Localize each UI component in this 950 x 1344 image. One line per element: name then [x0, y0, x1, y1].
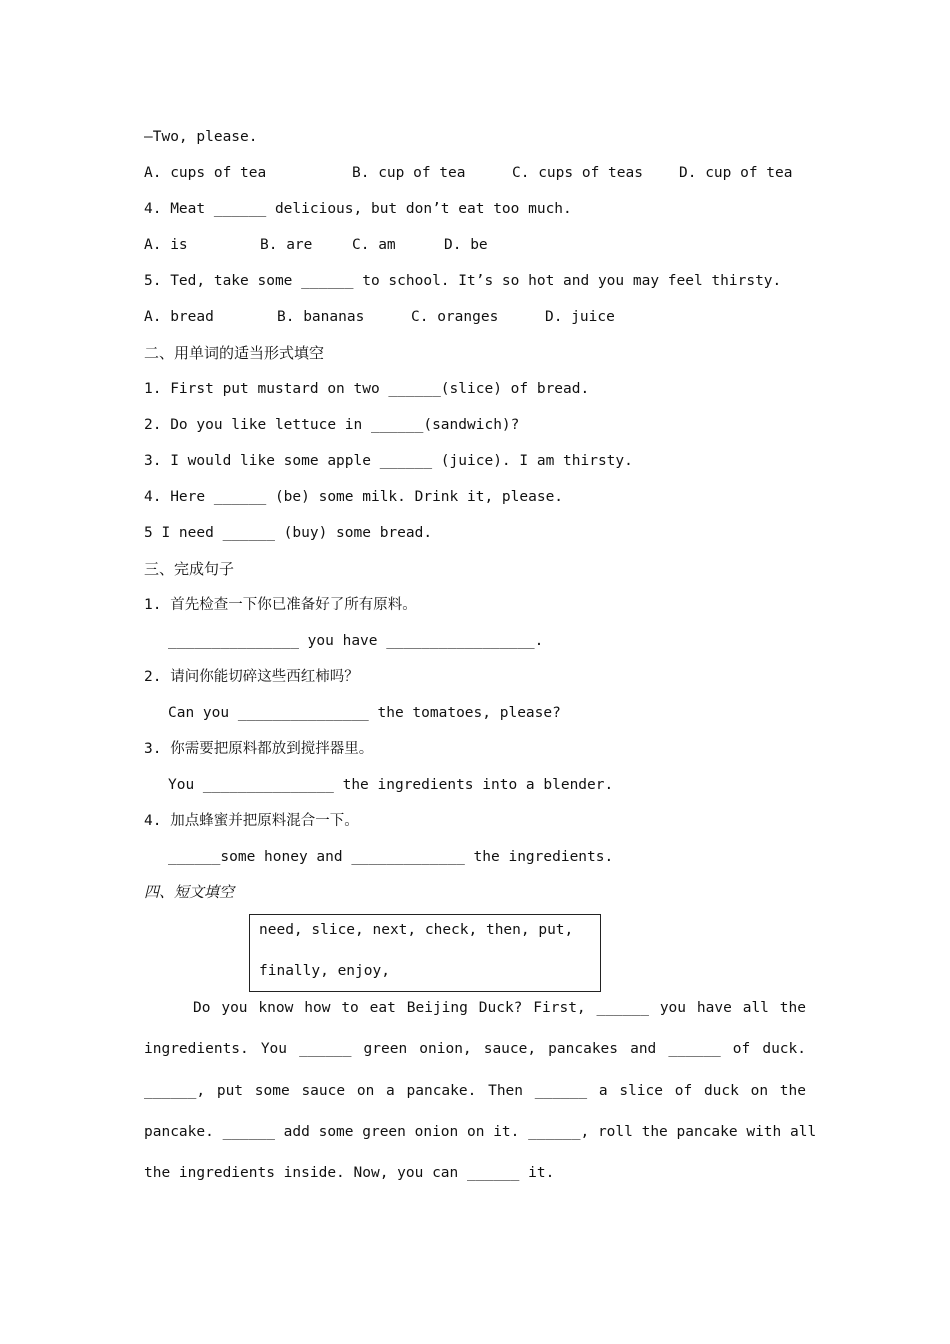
answer-line: —Two, please.: [144, 129, 258, 145]
option-d: D. be: [444, 237, 488, 253]
passage-line-4: pancake. ______ add some green onion on it. ______, roll the pancake with all: [144, 1124, 817, 1140]
sentence-3-chinese: 3. 你需要把原料都放到搅拌器里。: [144, 741, 374, 757]
passage-line-3: ______, put some sauce on a pancake. Then ______ a slice of duck on the: [144, 1083, 806, 1099]
section-4-heading: 四、短文填空: [144, 883, 235, 901]
option-b: B. bananas: [277, 309, 365, 325]
word-box-line-2: finally, enjoy,: [259, 963, 390, 979]
option-a: A. bread: [144, 309, 214, 325]
option-b: B. cup of tea: [352, 165, 466, 181]
sentence-1-chinese: 1. 首先检查一下你已准备好了所有原料。: [144, 597, 417, 613]
passage-line-2: ingredients. You ______ green onion, sauce, pancakes and ______ of duck.: [144, 1041, 806, 1057]
option-d: D. cup of tea: [679, 165, 793, 181]
question-4: 4. Meat ______ delicious, but don’t eat too much.: [144, 201, 572, 217]
option-a: A. cups of tea: [144, 165, 267, 181]
fill-item-3: 3. I would like some apple ______ (juice). I am thirsty.: [144, 453, 633, 469]
section-2-heading: 二、用单词的适当形式填空: [144, 344, 325, 362]
option-d: D. juice: [545, 309, 615, 325]
sentence-3-english: You _______________ the ingredients into a blender.: [168, 777, 614, 793]
fill-item-5: 5 I need ______ (buy) some bread.: [144, 525, 433, 541]
word-box-line-1: need, slice, next, check, then, put,: [259, 922, 574, 938]
sentence-1-english: _______________ you have _________________.: [168, 633, 544, 649]
option-b: B. are: [260, 237, 313, 253]
sentence-4-english: ______some honey and _____________ the ingredients.: [168, 849, 614, 865]
sentence-2-english: Can you _______________ the tomatoes, please?: [168, 705, 561, 721]
word-box: [249, 914, 601, 992]
section-3-heading: 三、完成句子: [144, 560, 235, 578]
option-c: C. am: [352, 237, 396, 253]
passage-line-5: the ingredients inside. Now, you can ______ it.: [144, 1165, 555, 1181]
option-a: A. is: [144, 237, 188, 253]
option-c: C. cups of teas: [512, 165, 643, 181]
sentence-2-chinese: 2. 请问你能切碎这些西红柿吗？: [144, 669, 359, 685]
sentence-4-chinese: 4. 加点蜂蜜并把原料混合一下。: [144, 813, 359, 829]
passage-line-1: Do you know how to eat Beijing Duck? First, ______ you have all the: [193, 1000, 806, 1016]
fill-item-4: 4. Here ______ (be) some milk. Drink it, please.: [144, 489, 564, 505]
fill-item-2: 2. Do you like lettuce in ______(sandwich)?: [144, 417, 520, 433]
fill-item-1: 1. First put mustard on two ______(slice) of bread.: [144, 381, 590, 397]
option-c: C. oranges: [411, 309, 499, 325]
question-5: 5. Ted, take some ______ to school. It’s so hot and you may feel thirsty.: [144, 273, 782, 289]
